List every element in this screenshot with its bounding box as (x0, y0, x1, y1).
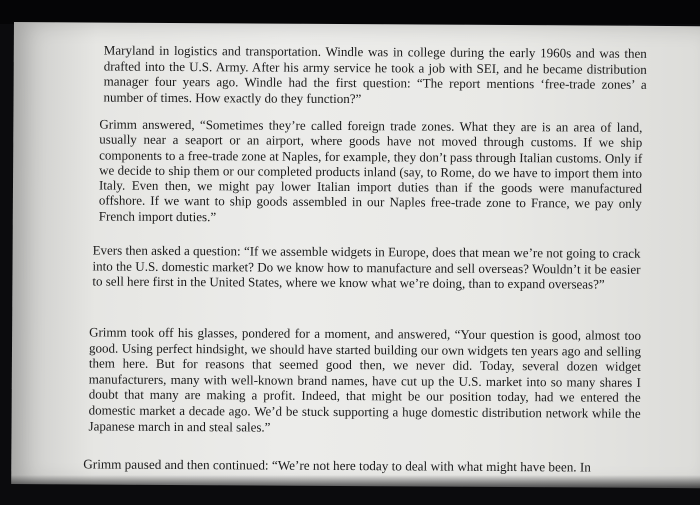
paragraph-grimm-answer: Grimm answered, “Sometimes they’re called foreign trade zones. What they are is an area of land, usually near a seaport or an airport, where goods have not moved through customs. If we ship components to a free-trade zone at Naples, for example, they don’t pass through Italian customs. Only if we decide to ship them or our completed products inland (say, to Rome, do we have to import them into Italy. Even then, we might pay lower Italian import duties than if the goods were manufactured offshore. If we want to ship goods assembled in our Naples free-trade zone to France, we pay only French import duties.” (98, 116, 643, 225)
dark-background-bottom (0, 475, 700, 505)
paragraph-grimm-paused: Grimm paused and then continued: “We’re not here today to deal with what might have been. In (83, 456, 591, 475)
paragraph-grimm-glasses: Grimm took off his glasses, pondered for a moment, and answered, “Your question is good, almost too good. Using perfect hindsight, we should have started building our own widgets ten years ago and selling them here. But for reasons that seemed good then, we never did. Today, several dozen widget manufacturers, many with well-known brand names, have cut up the U.S. market into so many shares I doubt that many are making a profit. Indeed, that might be our position today, had we entered the domestic market a decade ago. We’d be stuck supporting a huge domestic distribution network while the Japanese march in and steal sales.” (88, 324, 642, 435)
dark-background-top (0, 0, 700, 24)
paragraph-evers-question: Evers then asked a question: “If we assemble widgets in Europe, does that mean we’re not going to crack into the U.S. domestic market? Do we know how to manufacture and sell overseas? Wouldn’t it be easier to sell here first in the United States, where we know what we’re doing, than to expand overseas?” (92, 242, 641, 292)
paragraph-windle: Maryland in logistics and transportation. Windle was in college during the early 1960s and was then drafted into the U.S. Army. After his army service he took a job with SEI, and he became distribution manager four years ago. Windle had the first question: “The report mentions ‘free-trade zones’ a number of times. How exactly do they function?” (103, 42, 647, 106)
book-page (11, 22, 700, 488)
